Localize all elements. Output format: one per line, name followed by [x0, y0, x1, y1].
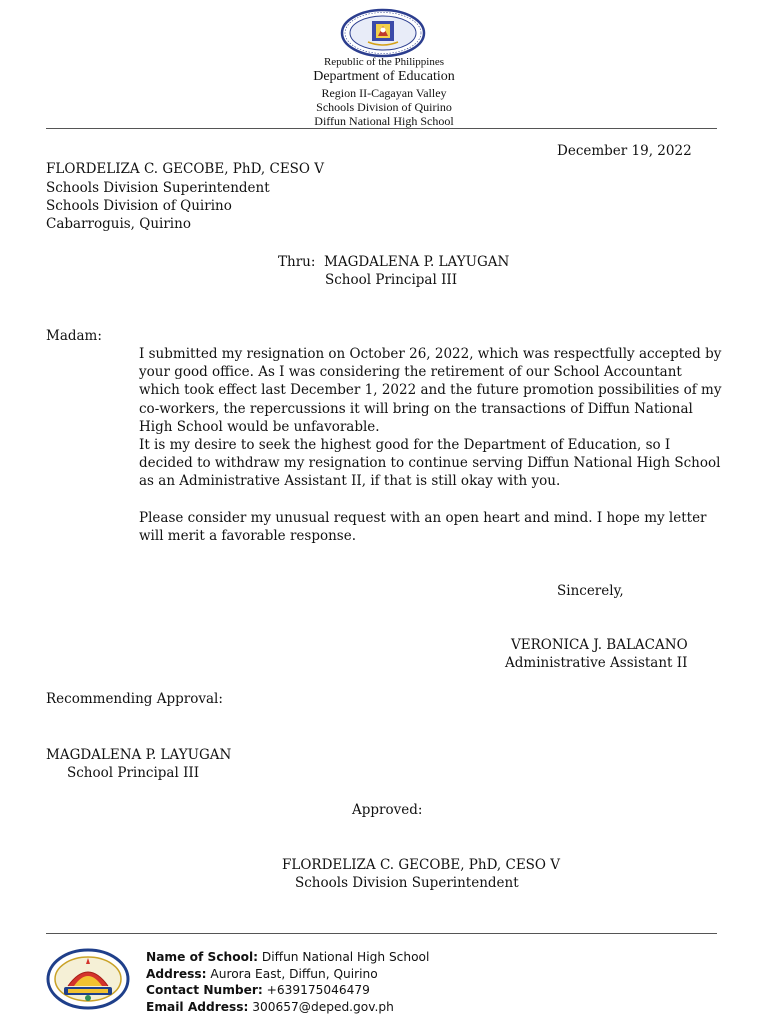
footer-address [146, 966, 378, 983]
recipient-name: FLORDELIZA C. GECOBE, PhD, CESO V [46, 161, 325, 177]
letter-paragraph-3 [46, 509, 722, 545]
footer-school [146, 949, 429, 966]
paragraph-text: Please consider my unusual request with an open heart and mind. I hope my letter will merit a favorable response. [139, 510, 707, 545]
footer-school-value: Diffun National High School [261, 950, 430, 964]
salutation: Madam: [46, 328, 102, 344]
footer-contact-value: +639175046479 [266, 983, 370, 997]
header-division: Schools Division of Quirino [316, 100, 452, 114]
closing: Sincerely, [557, 583, 624, 599]
recommending-name: MAGDALENA P. LAYUGAN [46, 747, 232, 763]
school-logo-icon [46, 948, 130, 1010]
footer-email [146, 999, 394, 1016]
footer-divider [46, 933, 717, 934]
recipient-office: Schools Division of Quirino [46, 198, 232, 214]
letter-paragraph-1 [46, 345, 722, 436]
recipient-title: Schools Division Superintendent [46, 180, 270, 196]
thru-label: Thru: [278, 254, 316, 270]
letter-paragraph-2 [46, 436, 722, 491]
recommending-title: School Principal III [67, 765, 200, 781]
footer-contact [146, 982, 370, 999]
approved-title: Schools Division Superintendent [295, 875, 519, 891]
deped-seal-icon [340, 8, 426, 58]
thru-name: MAGDALENA P. LAYUGAN [324, 254, 510, 270]
approved-label: Approved: [352, 802, 423, 818]
signatory-name: VERONICA J. BALACANO [511, 637, 688, 653]
thru-title: School Principal III [325, 272, 458, 288]
header-department: Department of Education [313, 69, 455, 84]
footer-address-label: Address: [146, 966, 207, 981]
header-divider [46, 128, 717, 129]
footer-contact-label: Contact Number: [146, 983, 263, 997]
signatory-title: Administrative Assistant II [505, 655, 688, 671]
letter-date: December 19, 2022 [557, 143, 692, 159]
header-school: Diffun National High School [314, 114, 454, 128]
recommending-label: Recommending Approval: [46, 691, 223, 707]
header-country: Republic of the Philippines [323, 56, 445, 68]
footer-email-value[interactable]: 300657@deped.gov.ph [252, 999, 394, 1014]
header-region: Region II-Cagayan Valley [321, 86, 447, 100]
paragraph-text: It is my desire to seek the highest good for the Department of Education, so I decided to withdraw my resignation to continue serving Diffun National High School as an Administrative Assistant II, if that is still okay with you. [139, 437, 721, 490]
footer-school-label: Name of School: [146, 950, 259, 964]
approved-name: FLORDELIZA C. GECOBE, PhD, CESO V [282, 857, 561, 873]
thru-line [278, 253, 509, 271]
footer-address-value: Aurora East, Diffun, Quirino [210, 966, 378, 981]
footer-email-label: Email Address: [146, 999, 249, 1014]
recipient-address: Cabarroguis, Quirino [46, 216, 191, 232]
paragraph-text: I submitted my resignation on October 26, 2022, which was respectfully accepted by your good office. As I was considering the retirement of our School Accountant which took effect last December 1, 2022 and the future promotion possibilities of my co-workers, the repercussions it will bring on the transactions of Diffun National High School would be unfavorable. [139, 346, 722, 435]
